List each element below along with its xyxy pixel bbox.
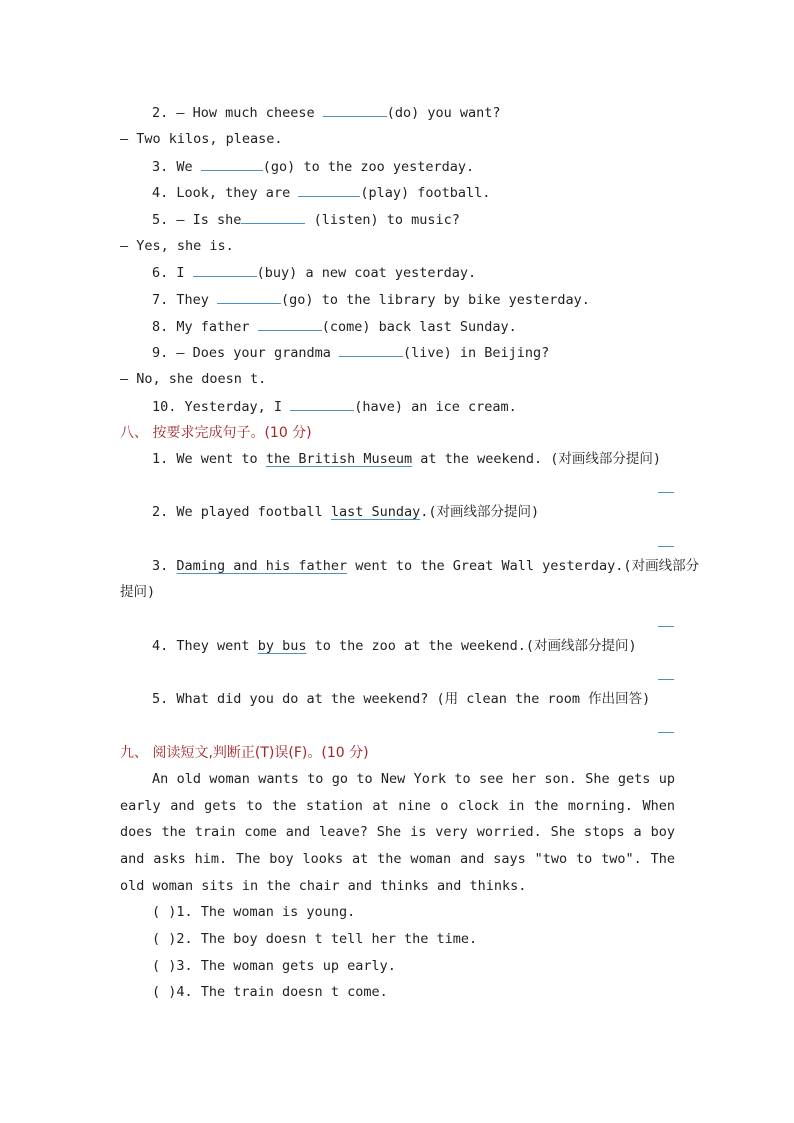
answer-blank[interactable] [217,289,281,304]
rewrite-item [152,556,699,576]
answer-line[interactable] [658,492,674,493]
statement-text: 1. The woman is young. [176,904,356,920]
answer-blank[interactable] [258,316,322,331]
verb-hint: (buy) [256,265,298,281]
verb-hint: (do) [386,105,420,121]
answer-blank[interactable] [290,396,354,411]
section-9-title: 九、 阅读短文,判断正(T)误(F)。(10 分) [120,745,369,761]
verb-hint: (listen) [305,212,379,228]
item-number: 3. [152,159,169,175]
verb-hint: (come) [321,319,371,335]
item-text: What did you do at the weekend? (用 clean the room 作出回答) [176,691,651,707]
fill-item [152,316,517,337]
verb-hint: (go) [281,292,314,308]
item-text: — How much cheese [176,105,323,121]
answer-paren[interactable]: ( ) [152,984,177,1000]
tf-statement [152,982,388,1002]
item-text: We went to [176,451,266,467]
item-text: a new coat yesterday. [297,265,477,281]
underlined-phrase: by bus [257,638,307,654]
item-number: 8. [152,319,169,335]
item-text: .(对画线部分提问) [420,504,540,520]
tf-statement [152,902,355,922]
answer-blank[interactable] [339,342,403,357]
item-text: went to the Great Wall yesterday.(对画线部分 [347,558,700,574]
fill-item [152,182,490,203]
item-number: 10. [152,399,177,415]
item-text: to the zoo at the weekend.(对画线部分提问) [306,638,637,654]
rewrite-item [152,636,637,656]
item-text: Yesterday, I [184,399,291,415]
verb-hint: (have) [354,399,403,415]
fill-item [152,289,590,310]
answer-blank[interactable] [201,156,263,171]
fill-item [152,209,460,230]
dialog-reply: — No, she doesn t. [120,371,267,387]
item-continuation: 提问) [120,584,156,600]
item-number: 2. [152,105,169,121]
item-text: at the weekend. (对画线部分提问) [412,451,662,467]
item-text: They [176,292,218,308]
reading-passage: An old woman wants to go to New York to see her son. She gets up early and gets to the station at nine o clock in the morning. When does the train come and leave? She is very worried. She stops a boy and asks him. The boy looks at the woman and says "two to two". The old woman sits in the chair and thinks and thinks. [120,771,675,894]
item-text: to music? [378,212,460,228]
statement-text: 4. The train doesn t come. [176,984,388,1000]
underlined-phrase: last Sunday [330,504,421,520]
answer-line[interactable] [658,626,674,627]
item-text: We [176,159,201,175]
dialog-reply: — Yes, she is. [120,238,234,254]
item-number: 1. [152,451,169,467]
item-text: to the zoo yesterday. [295,159,475,175]
dialog-reply: — Two kilos, please. [120,131,283,147]
item-text: They went [176,638,258,654]
answer-blank[interactable] [241,209,305,224]
item-text: We played football [176,504,331,520]
item-text: I [176,265,193,281]
item-number: 5. [152,691,169,707]
item-number: 4. [152,185,169,201]
rewrite-item [152,502,539,522]
rewrite-item [152,689,650,709]
fill-item [152,102,501,123]
answer-paren[interactable]: ( ) [152,931,177,947]
tf-statement [152,929,477,949]
fill-item [152,156,474,177]
item-text: Look, they are [176,185,299,201]
item-number: 3. [152,558,169,574]
item-text: an ice cream. [402,399,517,415]
answer-paren[interactable]: ( ) [152,958,177,974]
rewrite-item [152,449,661,469]
answer-blank[interactable] [323,102,387,117]
item-text: in Beijing? [451,345,550,361]
fill-item [152,262,476,283]
answer-line[interactable] [658,732,674,733]
item-text: My father [176,319,258,335]
item-text: back last Sunday. [370,319,517,335]
answer-paren[interactable]: ( ) [152,904,177,920]
item-number: 9. [152,345,169,361]
section-8-title: 八、 按要求完成句子。(10 分) [120,425,312,441]
verb-hint: (live) [402,345,452,361]
fill-item [152,396,517,417]
item-number: 6. [152,265,169,281]
underlined-phrase: the British Museum [265,451,413,467]
answer-line[interactable] [658,546,674,547]
statement-text: 2. The boy doesn t tell her the time. [176,931,478,947]
underlined-phrase: Daming and his father [176,558,348,574]
item-number: 5. [152,212,169,228]
item-number: 7. [152,292,169,308]
item-text: — Does your grandma [176,345,339,361]
answer-blank[interactable] [298,182,360,197]
verb-hint: (play) [360,185,410,201]
item-text: football. [409,185,491,201]
item-text: to the library by bike yesterday. [313,292,590,308]
tf-statement [152,956,396,976]
answer-line[interactable] [658,679,674,680]
answer-blank[interactable] [193,262,257,277]
fill-item [152,342,549,363]
item-number: 4. [152,638,169,654]
verb-hint: (go) [262,159,296,175]
item-text: — Is she [176,212,242,228]
item-text: you want? [419,105,501,121]
statement-text: 3. The woman gets up early. [176,958,396,974]
item-number: 2. [152,504,169,520]
